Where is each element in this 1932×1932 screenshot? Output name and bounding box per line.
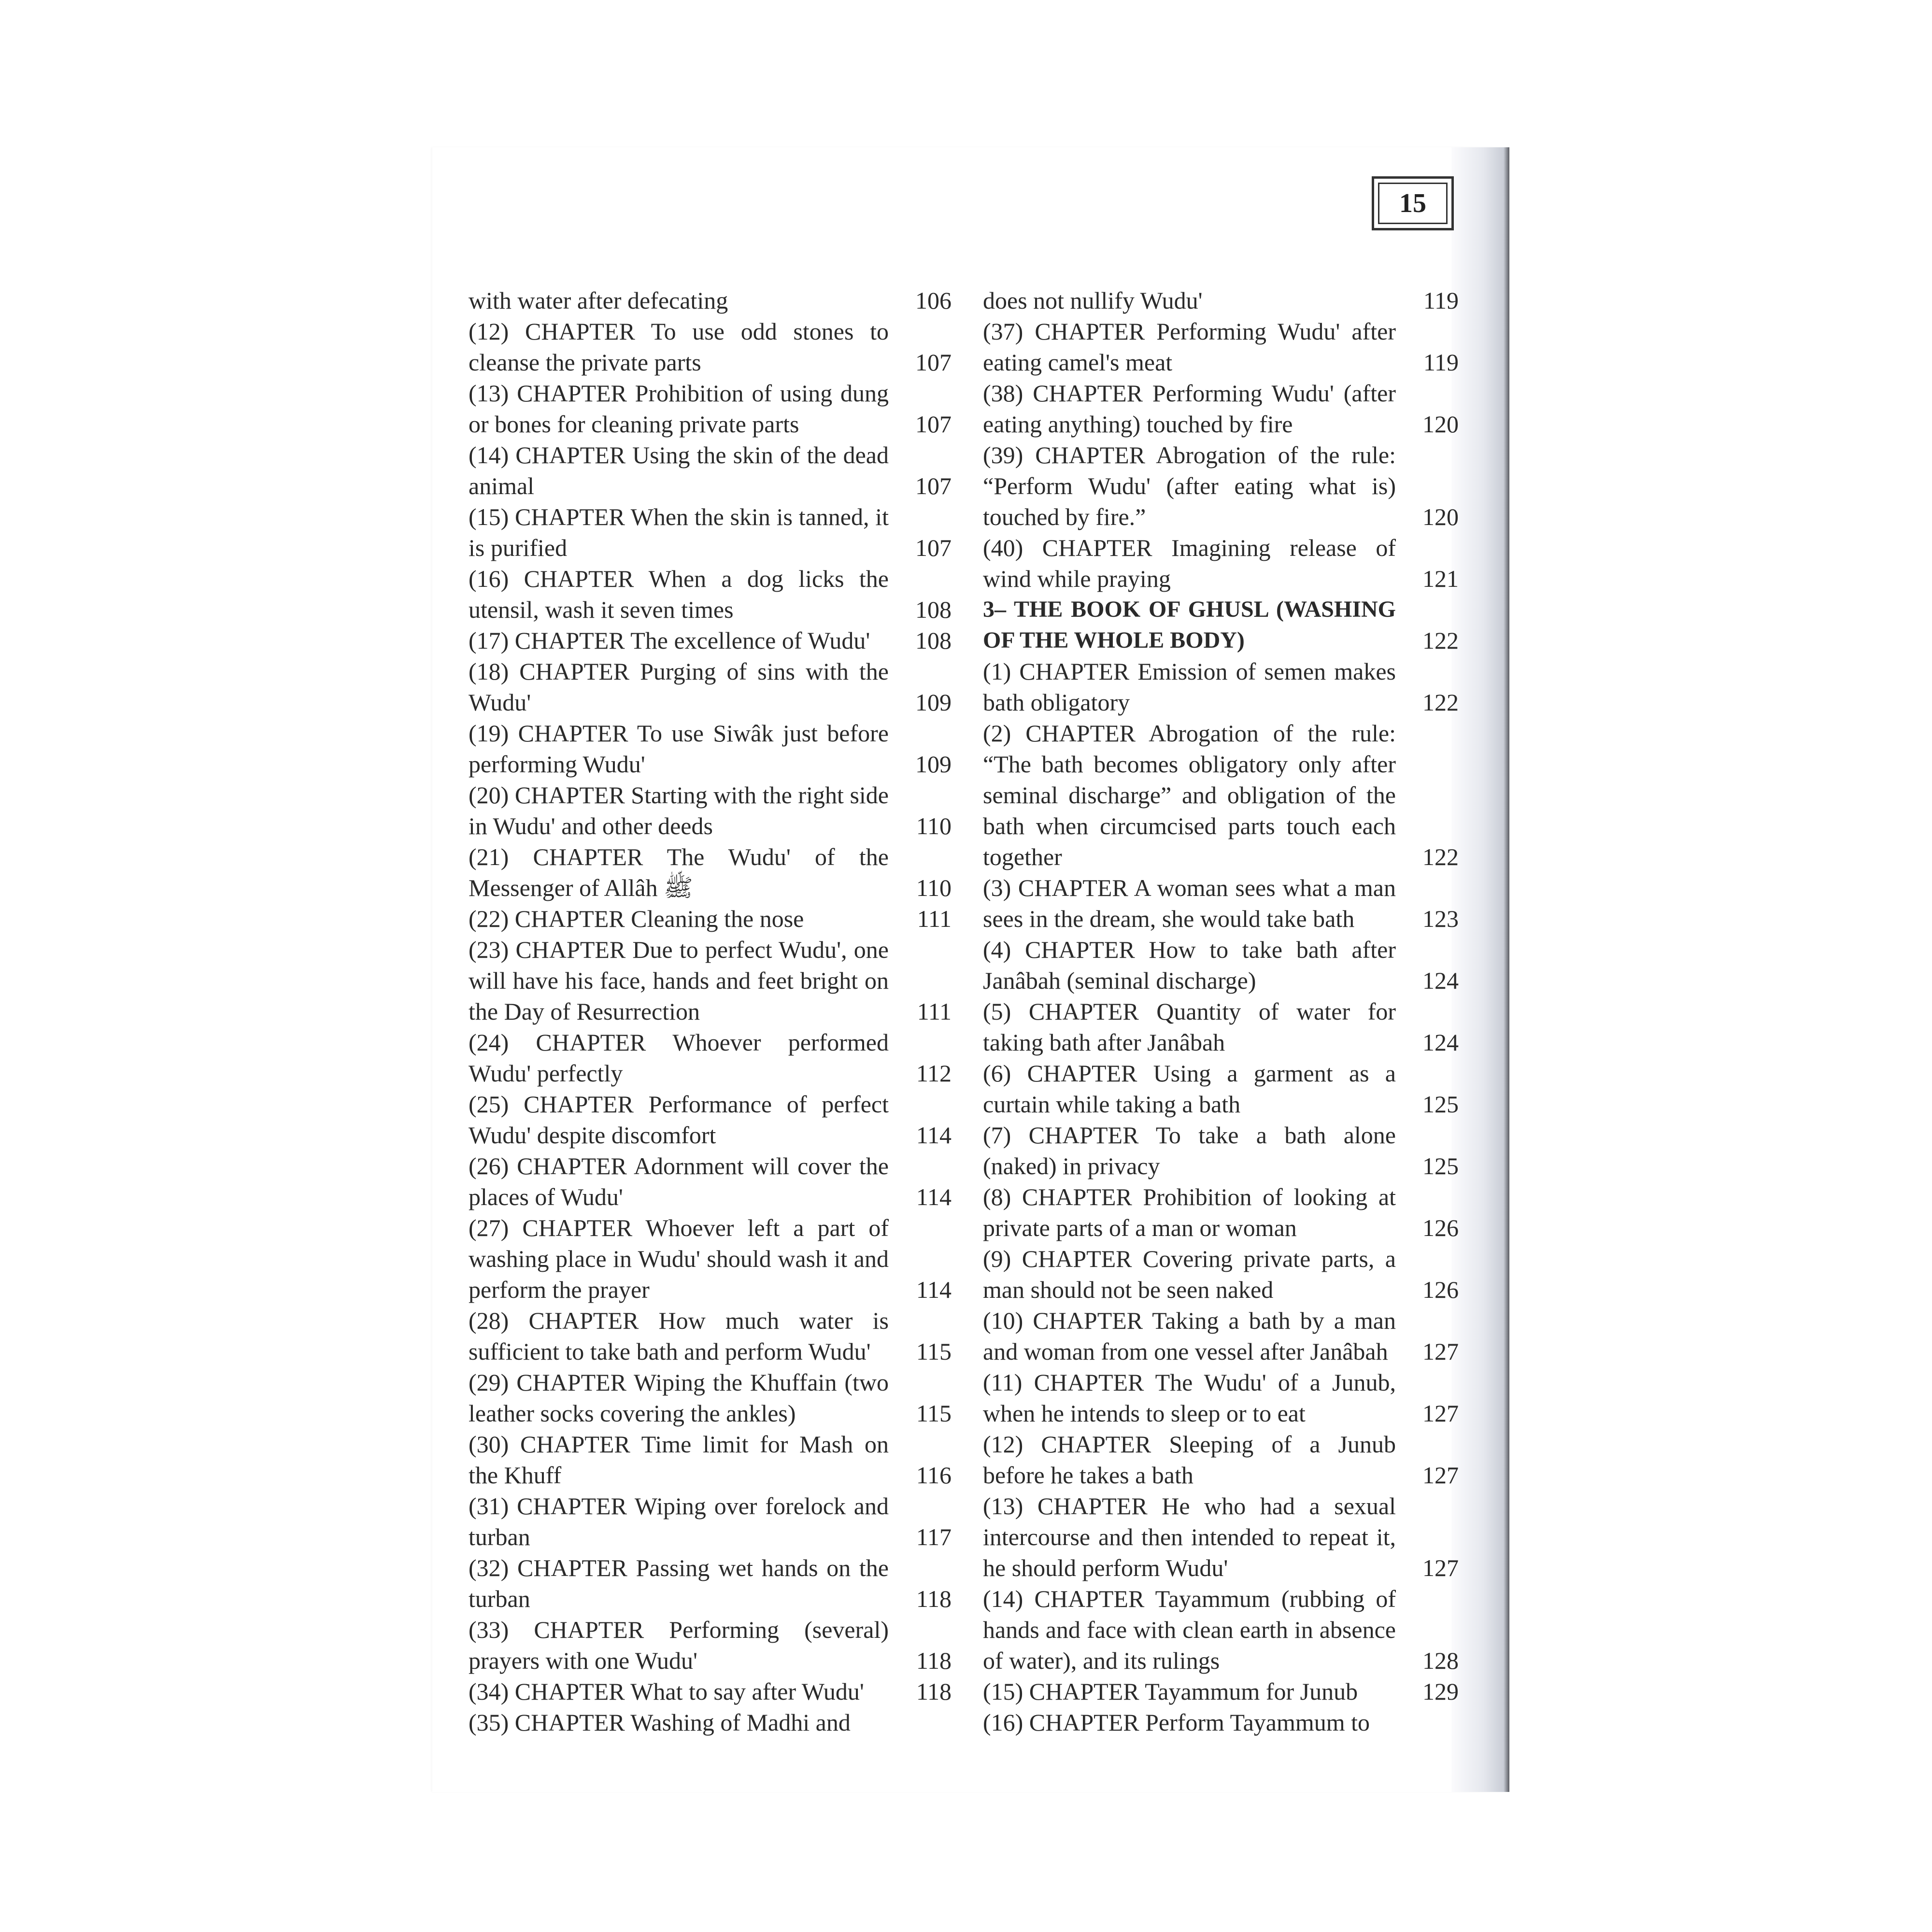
toc-entry-title: (7) CHAPTER To take a bath alone (naked) in privacy <box>983 1122 1396 1179</box>
toc-entry-page: 122 <box>1422 689 1459 716</box>
toc-entry <box>983 872 1459 934</box>
toc-entry-title: (15) CHAPTER Tayammum for Junub <box>983 1678 1358 1705</box>
toc-entry <box>469 1089 952 1151</box>
toc-entry <box>983 440 1459 532</box>
toc-entry-page: 114 <box>916 1276 952 1303</box>
toc-entry <box>469 934 952 1027</box>
toc-entry-title: (23) CHAPTER Due to perfect Wudu', one will have his face, hands and feet bright on the Day of Resurrection <box>469 936 889 1025</box>
toc-entry <box>983 378 1459 440</box>
toc-entry-title: (30) CHAPTER Time limit for Mash on the Khuff <box>469 1431 889 1489</box>
toc-entry-page: 121 <box>1422 565 1459 592</box>
toc-entry-page: 107 <box>915 349 952 376</box>
toc-section-heading <box>983 594 1459 656</box>
toc-entry <box>469 780 952 841</box>
toc-entry-title: with water after defecating <box>469 287 728 314</box>
toc-entry-title: (33) CHAPTER Performing (several) prayers with one Wudu' <box>469 1616 889 1674</box>
toc-entry <box>469 1707 952 1738</box>
toc-entry-page: 111 <box>917 905 952 932</box>
toc-entry <box>469 1552 952 1614</box>
toc-entry-page: 109 <box>915 689 952 716</box>
toc-entry-page: 118 <box>916 1585 952 1612</box>
toc-entry-page: 108 <box>915 596 952 623</box>
toc-entry-title: (8) CHAPTER Prohibition of looking at private parts of a man or woman <box>983 1183 1396 1241</box>
toc-entry <box>469 563 952 625</box>
toc-entry-page: 117 <box>916 1523 952 1550</box>
toc-entry <box>469 1151 952 1212</box>
toc-entry-page: 115 <box>916 1338 952 1365</box>
toc-entry-title: (14) CHAPTER Tayammum (rubbing of hands and face with clean earth in absence of water), and its rulings <box>983 1585 1396 1674</box>
toc-entry-title: (13) CHAPTER He who had a sexual intercourse and then intended to repeat it, he should perform Wudu' <box>983 1492 1396 1581</box>
toc-entry-title: (5) CHAPTER Quantity of water for taking bath after Janâbah <box>983 998 1396 1056</box>
toc-entry <box>983 996 1459 1058</box>
toc-entry <box>469 1614 952 1676</box>
toc-entry <box>983 532 1459 594</box>
toc-left-column <box>469 285 952 1738</box>
toc-entry-title: (32) CHAPTER Passing wet hands on the turban <box>469 1554 889 1612</box>
toc-entry-page: 127 <box>1422 1338 1459 1365</box>
toc-entry <box>469 501 952 563</box>
toc-entry <box>469 841 952 903</box>
toc-entry-page: 119 <box>1423 287 1459 314</box>
toc-entry-page: 122 <box>1422 627 1459 654</box>
toc-entry-page: 123 <box>1422 905 1459 932</box>
toc-entry <box>983 1583 1459 1676</box>
toc-entry-title: (38) CHAPTER Performing Wudu' (after eating anything) touched by fire <box>983 380 1396 438</box>
toc-entry-page: 109 <box>915 751 952 778</box>
toc-entry-page: 107 <box>915 472 952 499</box>
toc-entry <box>469 1429 952 1491</box>
toc-entry-page: 120 <box>1422 411 1459 438</box>
toc-entry <box>469 285 952 316</box>
toc-entry-title: (18) CHAPTER Purging of sins with the Wudu' <box>469 658 889 716</box>
toc-entry <box>469 1676 952 1707</box>
toc-entry-title: (9) CHAPTER Covering private parts, a man should not be seen naked <box>983 1245 1396 1303</box>
toc-entry-page: 120 <box>1422 503 1459 530</box>
toc-entry-page: 114 <box>916 1183 952 1210</box>
toc-entry-title: (12) CHAPTER Sleeping of a Junub before he takes a bath <box>983 1431 1396 1489</box>
toc-entry-title: (16) CHAPTER Perform Tayammum to <box>983 1709 1370 1736</box>
toc-entry <box>983 1491 1459 1583</box>
toc-entry-title: (19) CHAPTER To use Siwâk just before performing Wudu' <box>469 720 889 778</box>
toc-entry-page: 118 <box>916 1647 952 1674</box>
toc-entry-title: (20) CHAPTER Starting with the right side in Wudu' and other deeds <box>469 781 889 839</box>
toc-entry-title: (13) CHAPTER Prohibition of using dung or bones for cleaning private parts <box>469 380 889 438</box>
toc-entry-title: (37) CHAPTER Performing Wudu' after eating camel's meat <box>983 318 1396 376</box>
toc-entry-title: (15) CHAPTER When the skin is tanned, it is purified <box>469 503 889 561</box>
toc-entry-title: (1) CHAPTER Emission of semen makes bath obligatory <box>983 658 1396 716</box>
toc-entry-page: 128 <box>1422 1647 1459 1674</box>
toc-entry-page: 106 <box>915 287 952 314</box>
toc-entry <box>983 316 1459 378</box>
toc-entry-page: 119 <box>1423 349 1459 376</box>
toc-entry-title: (12) CHAPTER To use odd stones to cleanse the private parts <box>469 318 889 376</box>
toc-entry-title: (21) CHAPTER The Wudu' of the Messenger of Allâh ﷺ <box>469 843 889 901</box>
toc-entry <box>469 903 952 934</box>
toc-entry-title: (40) CHAPTER Imagining release of wind while praying <box>983 534 1396 592</box>
toc-entry-title: (4) CHAPTER How to take bath after Janâbah (seminal discharge) <box>983 936 1396 994</box>
toc-entry-page: 111 <box>917 998 952 1025</box>
toc-entry <box>983 1058 1459 1120</box>
book-page <box>432 147 1509 1792</box>
toc-entry-page: 124 <box>1422 1029 1459 1056</box>
toc-entry <box>983 1120 1459 1181</box>
toc-entry-title: (29) CHAPTER Wiping the Khuffain (two leather socks covering the ankles) <box>469 1369 889 1427</box>
toc-entry-title: (25) CHAPTER Performance of perfect Wudu' despite discomfort <box>469 1091 889 1149</box>
toc-entry <box>469 625 952 656</box>
toc-entry <box>983 934 1459 996</box>
toc-entry <box>469 718 952 780</box>
toc-entry-title: (14) CHAPTER Using the skin of the dead animal <box>469 441 889 499</box>
toc-entry-page: 126 <box>1422 1276 1459 1303</box>
toc-entry <box>983 1707 1459 1738</box>
toc-entry-page: 124 <box>1422 967 1459 994</box>
toc-entry <box>469 1305 952 1367</box>
toc-entry-title: (31) CHAPTER Wiping over forelock and turban <box>469 1492 889 1550</box>
toc-entry-title: (11) CHAPTER The Wudu' of a Junub, when he intends to sleep or to eat <box>983 1369 1396 1427</box>
toc-entry-page: 107 <box>915 411 952 438</box>
toc-entry-page: 125 <box>1422 1091 1459 1118</box>
toc-entry-page: 116 <box>916 1462 952 1489</box>
toc-entry-page: 125 <box>1422 1152 1459 1179</box>
toc-entry <box>983 1181 1459 1243</box>
toc-entry-page: 127 <box>1422 1400 1459 1427</box>
toc-entry-page: 127 <box>1422 1462 1459 1489</box>
toc-entry-title: (27) CHAPTER Whoever left a part of washing place in Wudu' should wash it and perform the prayer <box>469 1214 889 1303</box>
toc-entry-page: 107 <box>915 534 952 561</box>
toc-entry <box>469 440 952 501</box>
toc-right-column <box>983 285 1459 1738</box>
toc-entry <box>983 656 1459 718</box>
toc-entry-title: (24) CHAPTER Whoever performed Wudu' perfectly <box>469 1029 889 1087</box>
page-number-box <box>1372 176 1454 230</box>
toc-entry <box>983 718 1459 872</box>
toc-entry-page: 112 <box>916 1060 952 1087</box>
toc-entry <box>469 1491 952 1552</box>
toc-entry <box>469 1212 952 1305</box>
toc-entry-page: 118 <box>916 1678 952 1705</box>
toc-entry-page: 114 <box>916 1122 952 1149</box>
toc-entry-title: (2) CHAPTER Abrogation of the rule: “The bath becomes obligatory only after seminal discharge” and obligation of the bath when circumcised parts touch each together <box>983 720 1396 870</box>
toc-entry-title: (26) CHAPTER Adornment will cover the places of Wudu' <box>469 1152 889 1210</box>
toc-entry <box>983 1367 1459 1429</box>
toc-entry <box>469 378 952 440</box>
toc-entry-title: (28) CHAPTER How much water is sufficient to take bath and perform Wudu' <box>469 1307 889 1365</box>
toc-entry-title: (39) CHAPTER Abrogation of the rule: “Perform Wudu' (after eating what is) touched by fire.” <box>983 441 1396 530</box>
toc-entry-title: (34) CHAPTER What to say after Wudu' <box>469 1678 864 1705</box>
toc-entry-title: (10) CHAPTER Taking a bath by a man and woman from one vessel after Janâbah <box>983 1307 1396 1365</box>
toc-entry-page: 129 <box>1422 1678 1459 1705</box>
toc-entry <box>983 1676 1459 1707</box>
toc-entry <box>469 656 952 718</box>
toc-entry-page: 110 <box>916 812 952 839</box>
toc-entry-page: 115 <box>916 1400 952 1427</box>
toc-entry-title: (35) CHAPTER Washing of Madhi and <box>469 1709 851 1736</box>
toc-entry-title: (22) CHAPTER Cleaning the nose <box>469 905 804 932</box>
toc-entry-page: 108 <box>915 627 952 654</box>
toc-entry <box>983 1243 1459 1305</box>
toc-entry-title: does not nullify Wudu' <box>983 287 1203 314</box>
toc-entry-title: (16) CHAPTER When a dog licks the utensil, wash it seven times <box>469 565 889 623</box>
toc-entry <box>469 316 952 378</box>
toc-entry-title: (6) CHAPTER Using a garment as a curtain while taking a bath <box>983 1060 1396 1118</box>
toc-entry <box>469 1367 952 1429</box>
toc-entry-page: 127 <box>1422 1554 1459 1581</box>
toc-entry-title: (3) CHAPTER A woman sees what a man sees in the dream, she would take bath <box>983 874 1396 932</box>
toc-entry <box>983 1305 1459 1367</box>
page-number: 15 <box>1399 188 1426 218</box>
toc-entry-title: (17) CHAPTER The excellence of Wudu' <box>469 627 870 654</box>
toc-entry-page: 126 <box>1422 1214 1459 1241</box>
page-binding-shadow <box>1451 147 1509 1792</box>
toc-entry <box>983 1429 1459 1491</box>
toc-entry-page: 122 <box>1422 843 1459 870</box>
toc-entry-page: 110 <box>916 874 952 901</box>
toc-entry <box>469 1027 952 1089</box>
toc-entry <box>983 285 1459 316</box>
toc-entry-title: 3– THE BOOK OF GHUSL (WASHING OF THE WHOLE BODY) <box>983 597 1396 653</box>
